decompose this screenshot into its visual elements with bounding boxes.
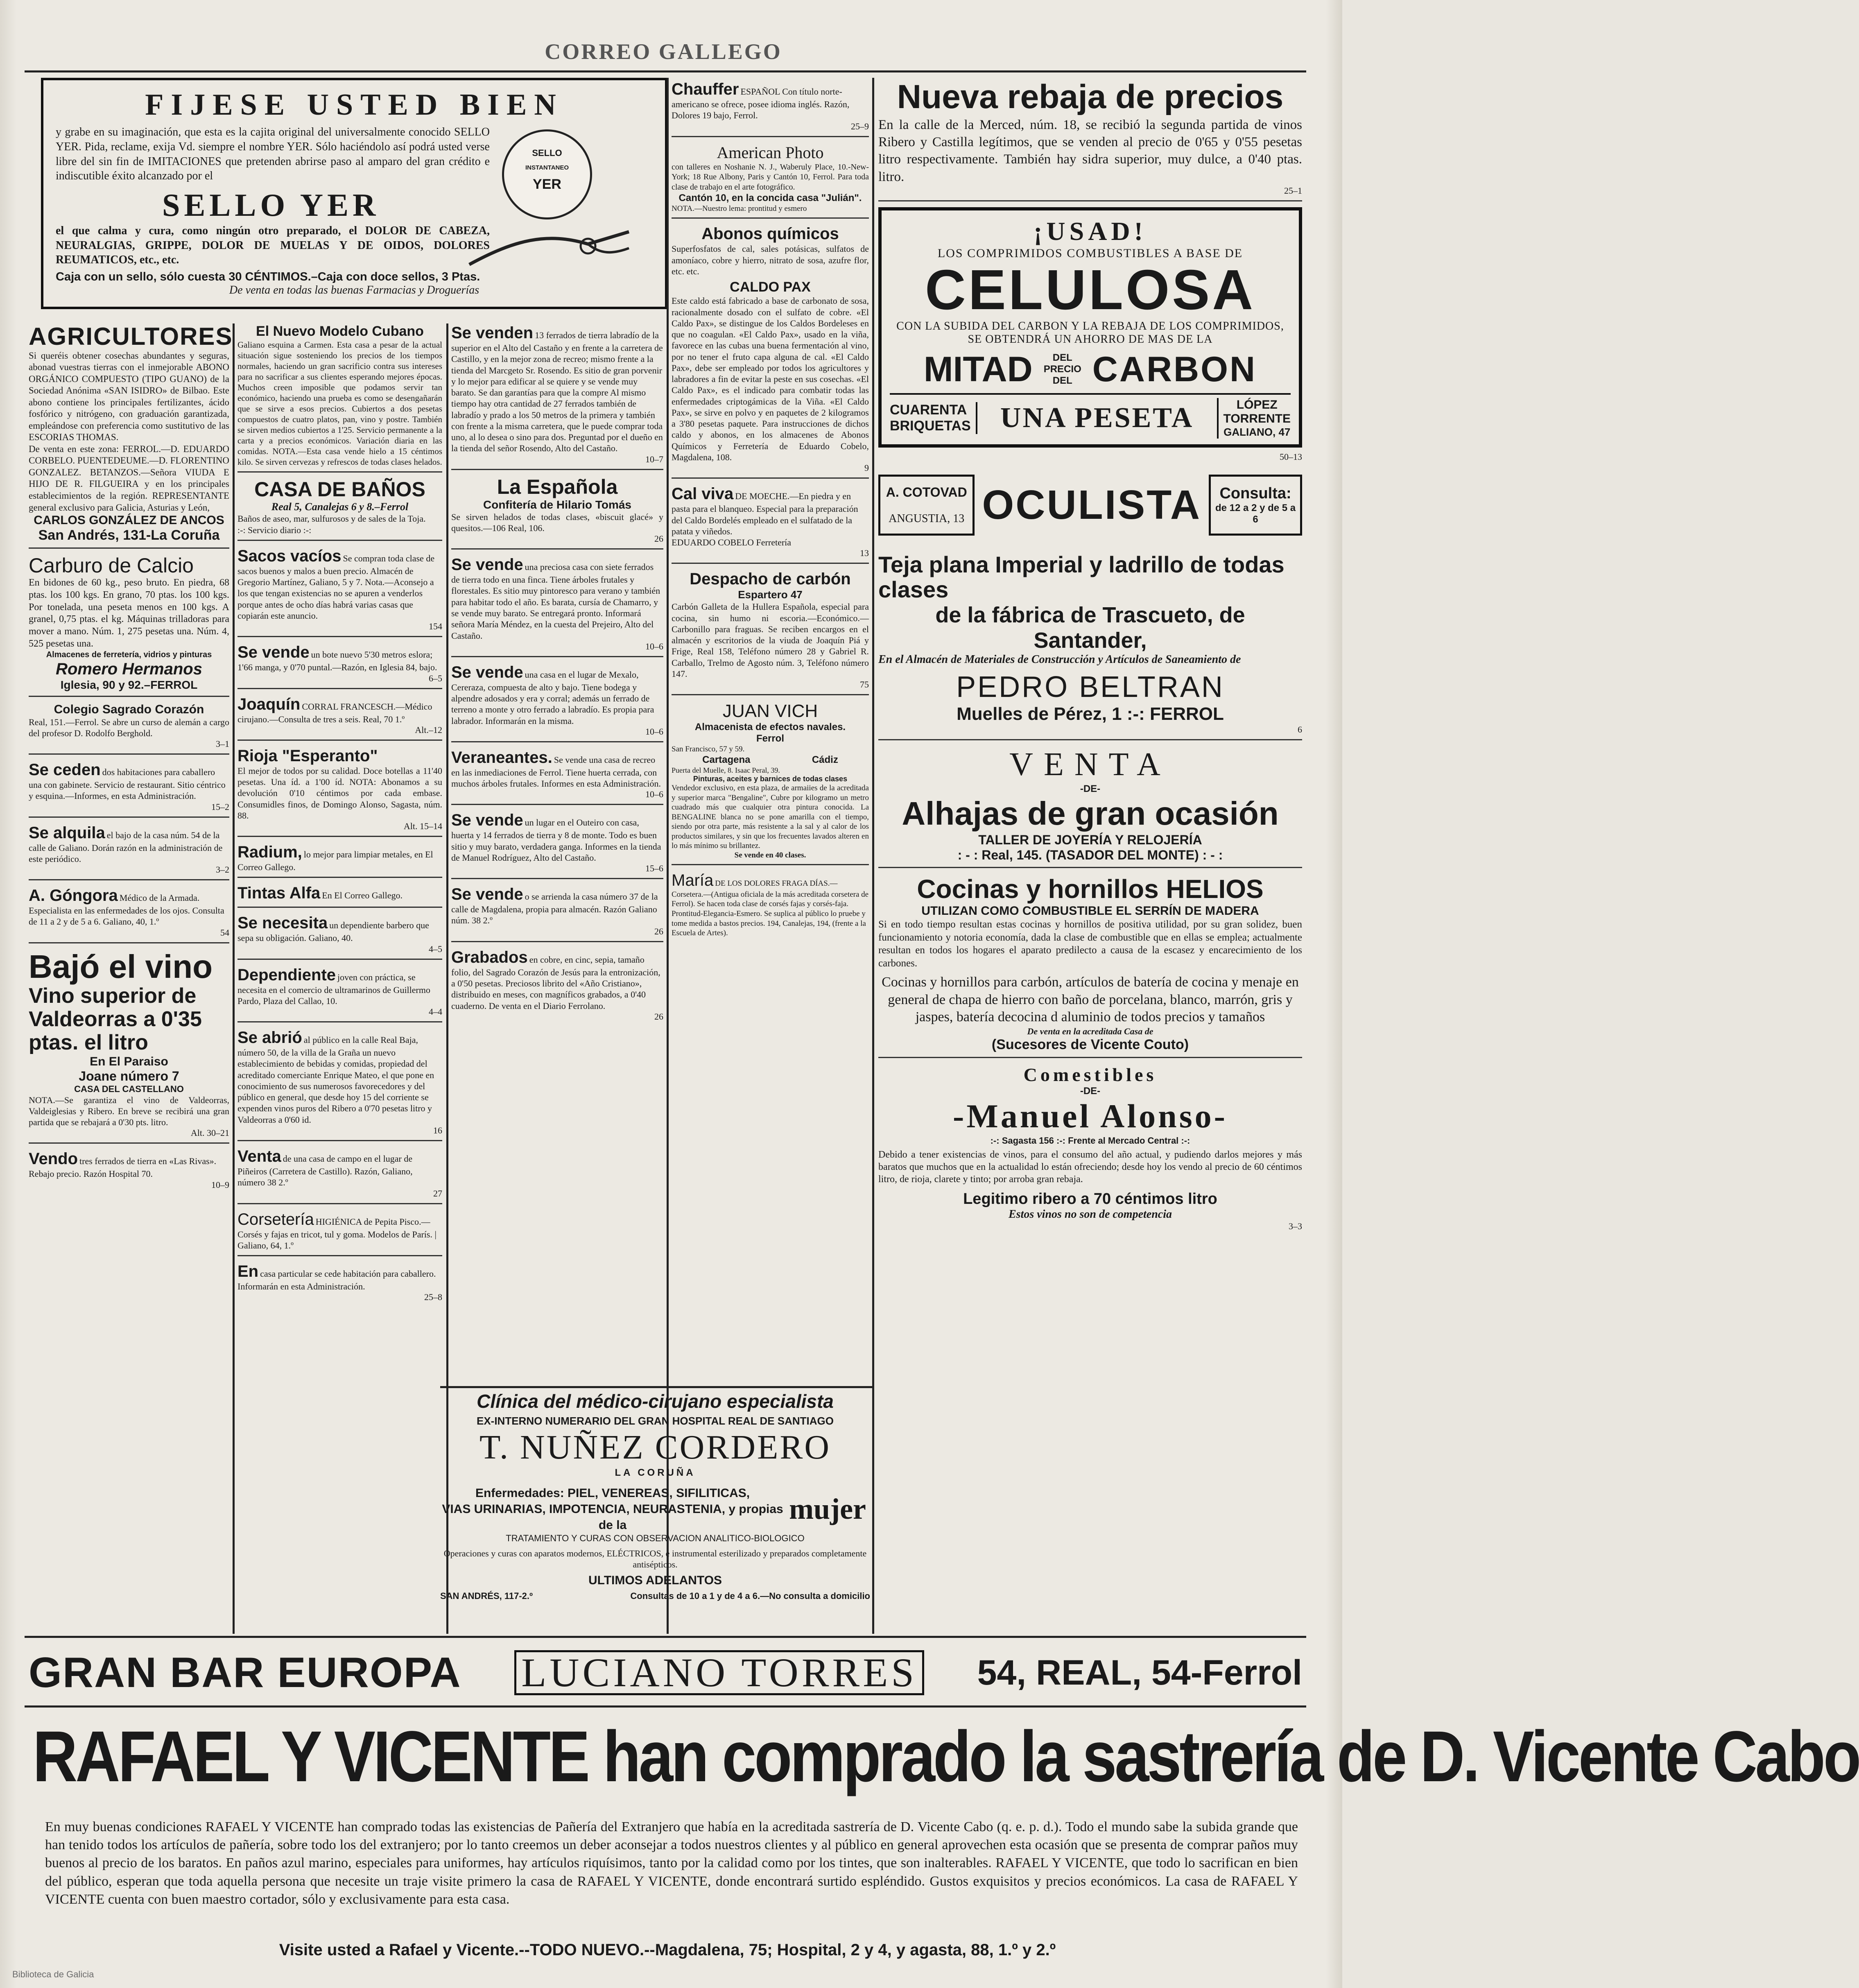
celulosa-price: UNA PESETA — [1000, 402, 1194, 434]
clinica-line2: VIAS URINARIAS, IMPOTENCIA, NEURASTENIA, y propias de la — [442, 1502, 783, 1532]
abrio-ad — [237, 1028, 442, 1141]
necesita-ad — [237, 914, 442, 959]
cocinas-ad — [878, 874, 1302, 1058]
abrio-body: al público en la calle Real Baja, número 50, de la villa de la Graña un nuevo establecimiento de bebidas y comidas, propiedad del acreditado comerciante Enrique Mateo, el que pone en conocimiento de sus numerosos favorecedores y del público en general, que desde hoy 15 del corriente se expenden vinos puros del Ribero a 0'70 pesetas litro y Valdeorras a 0'60 id. — [237, 1035, 434, 1125]
agricultores-agents: De venta en este zona: FERROL.—D. EDUARDO CORBELO. PUENTEDEUME.—D. FLORENTINO GONZALEZ. BETANZOS.—Señora VIUDA E HIJO DE R. FILGUEIRA y en los principales establecimientos de la región. REPRESENTANTE general exclusivo para Galicia, Asturias y León, — [29, 443, 230, 513]
sacos-num: 154 — [429, 621, 442, 632]
alhajas-sub: Alhajas de gran ocasión — [902, 795, 1279, 832]
vende2-ad — [451, 323, 663, 470]
clinica-footer — [440, 1591, 870, 1601]
celulosa-quantity — [890, 402, 977, 434]
clinica-line4: Operaciones y curas con aparatos modernos, ELÉCTRICOS, e instrumental esterilizado y preparados completamente antisépticos. — [443, 1548, 867, 1570]
dependiente-ad — [237, 966, 442, 1023]
vich-addr2: Puerta del Muelle, 8. Isaac Peral, 39. — [672, 766, 780, 774]
calviva-body: DE MOECHE.—En piedra y en pasta para el blanqueo. Especial para la preparación del Caldo Bordelés empleado en el sulfatado de la patata y viñedos. — [672, 491, 858, 536]
celulosa-q2: BRIQUETAS — [890, 418, 971, 434]
clinica-mujer: mujer — [789, 1493, 866, 1525]
alhajas-addr: : - : Real, 145. (TASADOR DEL MONTE) : - : — [957, 848, 1223, 863]
espanola-sub: Confitería de Hilario Tomás — [483, 498, 631, 511]
vendo-title: Vendo — [29, 1150, 78, 1168]
carbon-sub: Espartero 47 — [738, 588, 803, 601]
vende1-ad — [237, 643, 442, 689]
calviva-num: 13 — [860, 548, 869, 559]
clinica-hours: Consultas de 10 a 1 y de 4 a 6.—No consulta a domicilio — [630, 1590, 870, 1601]
seal-text-top: SELLO — [532, 148, 562, 158]
seal-text-mid: INSTANTANEO — [525, 164, 569, 171]
vino-addr: Joane número 7 — [79, 1068, 179, 1083]
gongora-title: A. Góngora — [29, 887, 118, 905]
vende2-num: 10–7 — [645, 454, 663, 464]
carbon-num: 75 — [860, 679, 869, 690]
maria-body: DE LOS DOLORES FRAGA DÍAS.—Corsetera.—(Antigua oficiala de la más acreditada corsetera de Ferrol). Se hacen toda clase de corsés fajas y corsés-faja. Prontitud-Elegancia-Esmero. Se suplica al público lo pruebe y tome medida a bastos precios. 194, Canalejas, 194, (frente a la Escuela de Artes). — [672, 879, 869, 938]
clinica-title: Clínica del médico-cirujano especialista — [477, 1391, 834, 1412]
venta-body: de una casa de campo en el lugar de Piñeiros (Carretera de Castillo). Razón, Galiano, número 38 2.º — [237, 1153, 413, 1188]
celulosa-v1: LÓPEZ — [1236, 398, 1278, 412]
carburo-addr: Iglesia, 90 y 92.–FERROL — [60, 678, 198, 691]
oculista-consulta: Consulta: — [1219, 484, 1291, 502]
vende3-ad — [451, 555, 663, 657]
vende4-title: Se vende — [451, 663, 523, 681]
vino-place: En El Paraiso — [90, 1054, 168, 1068]
celulosa-num: 50–13 — [1280, 451, 1302, 462]
celulosa-v2: TORRENTE — [1223, 412, 1291, 425]
column-rule-1 — [233, 323, 235, 1634]
vendo-ad — [29, 1149, 229, 1194]
alonso-num: 3–3 — [1289, 1221, 1302, 1232]
caldo-title: CALDO PAX — [730, 279, 811, 295]
alquila-num: 3–2 — [216, 864, 229, 875]
library-credit: Biblioteca de Galicia — [12, 1969, 94, 1979]
teja-addr: Muelles de Pérez, 1 :-: FERROL — [957, 704, 1224, 724]
sello-yer-seal-image — [502, 129, 592, 219]
rafael-vicente-body-block — [45, 1818, 1298, 1933]
clinica-sub: EX-INTERNO NUMERARIO DEL GRAN HOSPITAL REAL DE SANTIAGO — [476, 1415, 834, 1427]
corseteria-body: HIGIÉNICA de Pepita Pisco.—Corsés y fajas en tricot, tul y goma. Modelos de París. | Galiano, 64, 1.º — [237, 1216, 436, 1251]
necesita-body: un dependiente barbero que sepa su obligación. Galiano, 40. — [237, 920, 429, 943]
vino-title: Bajó el vino — [29, 948, 213, 985]
alonso-de: -DE- — [1080, 1085, 1101, 1097]
sello-sale: De venta en todas las buenas Farmacias y Droguerías — [229, 284, 479, 297]
chauffer-title: Chauffer — [672, 80, 739, 98]
carburo-body: En bidones de 60 kg., peso bruto. En piedra, 68 ptas. los 100 kgs. En grano, 70 ptas. los 100 kgs. Por tonelada, una peseta menos en 100 kgs. A granel, 0,75 ptas. el kg. Máquinas trilladoras para mover a mano. Núm. 1, 275 pesetas una. Núm. 4, 525 pesetas una. — [29, 577, 229, 649]
agricultores-body: Si queréis obtener cosechas abundantes y seguras, abonad vuestras tierras con el inmejorable ABONO ORGÁNICO COMPUESTO (TIPO GUANO) de la Sociedad Anónima «SAN ISIDRO» de Bilbao. Este abono contiene los principales fertilizantes, ácido fosfórico y nitrógeno, con graduación garantizada, empleándose con preferencia como sustitutivo de las ESCORIAS THOMAS. — [29, 350, 229, 443]
joaquin-num: Alt.–12 — [415, 724, 442, 735]
veraneantes-num: 10–6 — [645, 789, 663, 800]
carburo-name: Romero Hermanos — [56, 660, 202, 678]
rebaja-title: Nueva rebaja de precios — [897, 78, 1284, 115]
celulosa-carbon: CARBON — [1092, 349, 1257, 389]
vende6-title: Se vende — [451, 885, 523, 904]
tintas-ad — [237, 884, 442, 908]
joaquin-title: Joaquín — [237, 695, 301, 713]
clinica-line3: TRATAMIENTO Y CURAS CON OBSERVACION ANALITICO-BIOLOGICO — [506, 1533, 805, 1543]
vich-place-2: Cádiz — [812, 754, 838, 765]
agricultores-rep: CARLOS GONZÁLEZ DE ANCOS — [34, 513, 224, 527]
clinica-addr: SAN ANDRÉS, 117-2.º — [440, 1590, 533, 1601]
sello-yer-ad — [41, 78, 667, 309]
oculista-addr: ANGUSTIA, 13 — [889, 512, 965, 525]
espanola-num: 26 — [654, 534, 663, 544]
colegio-title: Colegio Sagrado Corazón — [54, 702, 204, 716]
sacos-body: Se compran toda clase de sacos buenos y malos a buen precio. Almacén de Gregorio Martínez, Galiano, 5 y 7. Nota.—Aconsejo a los que tengan existencias no se apuren a venderlos porque antes de ocho días habrá varias casas que copiarán este anuncio. — [237, 553, 435, 621]
rafael-vicente-title: RAFAEL Y VICENTE han comprado la sastrería de D. Vicente Cabo — [33, 1717, 1859, 1797]
celulosa-ad — [878, 207, 1302, 448]
alhajas-ad — [878, 746, 1302, 868]
veraneantes-body: Se vende una casa de recreo en las inmediaciones de Ferrol. Tiene huerta cerrada, con muchos árboles frutales. Informes en esta Administración. — [451, 754, 661, 789]
agricultores-title: AGRICULTORES — [29, 323, 233, 350]
photo-title: American Photo — [717, 143, 824, 162]
chauffer-num: 25–9 — [851, 121, 869, 131]
corseteria-ad — [237, 1210, 442, 1257]
rafael-vicente-visit: Visite usted a Rafael y Vicente.--TODO NUEVO.--Magdalena, 75; Hospital, 2 y 4, y agasta, 88, 1.º y 2.º — [279, 1941, 1056, 1959]
clinica-latest: ULTIMOS ADELANTOS — [588, 1573, 722, 1587]
celulosa-mitad-row — [890, 349, 1291, 390]
rafael-vicente-body: En muy buenas condiciones RAFAEL Y VICENTE han comprado todas las existencias de Pañería del Extranjero que había en la acreditada sastrería de D. Vicente Cabo (q. e. p. d.). Todo el mundo sabe la subida grande que han tenido todos los artículos de pañería, sobre todo los del extranjero; por lo tanto creemos un deber aconsejar a todos nuestros clientes y al público en general aprovechen esta ocasión que se presenta de comprar paños muy buenos al precio de los baratos. En paños azul marino, especiales para uniformes, hay artículos riquísimos, tanto por la calidad como por los tintes, que son inalterables. RAFAEL Y VICENTE, que todo lo sacrifican en bien del público, esperan que toda aquella persona que necesite un traje visite primero la casa de RAFAEL Y VICENTE, donde encontrará surtido espléndido. Gustos exquisitos y precios económicos. La casa de RAFAEL Y VICENTE cuenta con buen maestro cortador, sólo y exclusivamente para esta casa. — [45, 1819, 1298, 1907]
alhajas-title: VENTA — [1009, 746, 1171, 783]
vende1-body: un bote nuevo 5'30 metros eslora; 1'66 manga, y 0'70 puntal.—Razón, en Iglesia 84, bajo. — [237, 649, 437, 673]
seal-text-bot: YER — [533, 176, 561, 192]
vino-house: CASA DEL CASTELLANO — [74, 1083, 184, 1094]
calviva-ad — [672, 484, 869, 564]
alonso-name: -Manuel Alonso- — [953, 1097, 1228, 1135]
cocinas-sub: UTILIZAN COMO COMBUSTIBLE EL SERRÍN DE MADERA — [921, 904, 1259, 918]
abonos-ad — [672, 224, 869, 479]
clinica-line1: Enfermedades: PIEL, VENEREAS, SIFILITICAS, — [475, 1486, 750, 1500]
en-title: En — [237, 1262, 259, 1281]
colegio-num: 3–1 — [216, 739, 229, 749]
vich-sub: Almacenista de efectos navales. — [694, 721, 846, 733]
necesita-num: 4–5 — [429, 943, 442, 954]
cocinas-name: (Sucesores de Vicente Couto) — [991, 1036, 1189, 1052]
sacos-title: Sacos vacíos — [237, 547, 341, 565]
photo-body: con talleres en Noshanie N. J., Waberuly Place, 10.-New-York; 18 Rue Albony, Paris y Cantón 10, Ferrol. Para toda clase de trabajo en el arte fotográfico. — [672, 162, 869, 192]
column-rule-4 — [872, 78, 874, 1634]
teja-title: Teja plana Imperial y ladrillo de todas clases — [878, 551, 1285, 603]
ceden-title: Se ceden — [29, 761, 101, 779]
vich-title: JUAN VICH — [722, 701, 818, 721]
vino-num: Alt. 30–21 — [190, 1128, 229, 1138]
vende4-body: una casa en el lugar de Mexalo, Cereraza, compuesta de alto y bajo. Tiene bodega y alpendre adosados y era y corral; además un ferrado de terreno a monte y otro ferrado a labradío. Es propia para labrador. Informarán en la misma. — [451, 669, 654, 726]
rioja-ad — [237, 746, 442, 837]
right-column — [878, 78, 1302, 1638]
gongora-body: Médico de la Armada. Especialista en las enfermedades de los ojos. Consulta de 11 a 2 y de 5 a 6. Galiano, 40, 1.º — [29, 893, 224, 927]
celulosa-q1: CUARENTA — [890, 402, 967, 418]
maria-title: María — [672, 871, 714, 889]
tintas-title: Tintas Alfa — [237, 884, 321, 902]
cocinas-body: Si en todo tiempo resultan estas cocinas y hornillos de positiva utilidad, por su gran solidez, buen funcionamiento y notoria economía, dada la clase de combustible que en ellas se emplea; actualmente resultan en todos los hogares el aparato predilecto a causa de la escasez y encarecimiento de los carbones. — [878, 919, 1302, 969]
bottom-rule-1 — [25, 1636, 1306, 1638]
cubano-ad — [237, 323, 442, 473]
vich-body: Vendedor exclusivo, en esta plaza, de armaiies de la acreditada y superior marca "Bengaline", Cubre por kilogramo un metro cuadrado más que cualquier otra pintura conocida. La BENGALINE blanca no se pone amarilla con el tiempo, siendo por otra parte, más resistente a la sal y al calor de los productos similares, y sin que los frecuentes lavados alteren en lo más mínimo su brillantez. — [672, 784, 869, 850]
alonso-legit: Legitimo ribero a 70 céntimos litro — [963, 1190, 1217, 1208]
column-1 — [29, 323, 233, 1646]
colegio-ad — [29, 703, 229, 755]
clinica-name: T. NUÑEZ CORDERO — [479, 1428, 831, 1466]
alonso-body: Debido a tener existencias de vinos, para el consumo del año actual, y pudiendo darlos mejores y más baratos que muchos que en la actualidad lo están ofreciendo; desde hoy los vendo al precio de 60 céntimos litro, de rioja, clarete y tinto; por arroba gran rebaja. — [878, 1149, 1302, 1185]
oculista-right-box — [1209, 475, 1302, 536]
radium-body: lo mejor para limpiar metales, en El Correo Gallego. — [237, 849, 433, 873]
top-rule — [25, 70, 1306, 72]
vende1-title: Se vende — [237, 643, 310, 662]
en-body: casa particular se cede habitación para caballero. Informarán en esta Administración. — [237, 1269, 436, 1292]
rafael-vicente-headline — [33, 1712, 1859, 1814]
vende6-body: o se arrienda la casa número 37 de la calle de Magdalena, propia para almacén. Razón Galiano núm. 38 2.º — [451, 891, 658, 926]
carburo-ad — [29, 554, 229, 697]
photo-note: NOTA.—Nuestro lema: prontitud y esmero — [672, 204, 807, 213]
grabados-ad — [451, 948, 663, 1026]
bar-name: GRAN BAR EUROPA — [29, 1649, 461, 1696]
radium-title: Radium, — [237, 843, 302, 862]
oculista-name: A. COTOVAD — [886, 484, 967, 500]
carburo-shop: Almacenes de ferretería, vidrios y pinturas — [46, 650, 212, 659]
abonos-title: Abonos químicos — [701, 225, 839, 243]
celulosa-price-row — [890, 393, 1291, 439]
sello-title: FIJESE USTED BIEN — [145, 88, 563, 122]
dependiente-num: 4–4 — [429, 1006, 442, 1017]
vende5-title: Se vende — [451, 811, 523, 830]
sacos-ad — [237, 547, 442, 637]
grabados-num: 26 — [654, 1011, 663, 1022]
banos-service: :-: Servicio diario :-: — [237, 525, 312, 535]
celulosa-line2: CON LA SUBIDA DEL CARBON Y LA REBAJA DE LOS COMPRIMIDOS, SE OBTENDRÁ UN AHORRO DE MAS DE LA — [896, 319, 1284, 346]
alquila-title: Se alquila — [29, 823, 105, 842]
celulosa-line1: LOS COMPRIMIDOS COMBUSTIBLES A BASE DE — [937, 246, 1243, 260]
vende3-body: una preciosa casa con siete ferrados de tierra todo en una finca. Tiene árboles frutales y florestales. Es sitio muy pintoresco para verano y también para habitar todo el año. Es barata, cursía de Chamarro, y se vende muy barato. Se entregará pronto. Informará señora María Méndez, en la cuesta del Prejeiro, Alto del Castaño. — [451, 562, 660, 641]
celulosa-name: CELULOSA — [925, 258, 1255, 321]
clinica-ad — [440, 1390, 870, 1634]
cocinas-title: Cocinas y hornillos HELIOS — [917, 874, 1264, 904]
hand-illustration — [465, 215, 637, 277]
column-2 — [237, 323, 442, 1634]
calviva-title: Cal viva — [672, 485, 734, 503]
gran-bar-europa-ad — [29, 1642, 1302, 1703]
vende4-num: 10–6 — [645, 726, 663, 737]
alonso-comp: Estos vinos no son de competencia — [1008, 1208, 1172, 1221]
agricultores-ad — [29, 323, 233, 549]
veraneantes-ad — [451, 748, 663, 805]
clinica-lines — [440, 1485, 785, 1533]
venta-title: Venta — [237, 1147, 281, 1166]
vino-sub: Vino superior de Valdeorras a 0'35 ptas. el litro — [29, 984, 202, 1055]
alquila-ad — [29, 823, 229, 881]
alonso-title: Comestibles — [1023, 1064, 1157, 1085]
celulosa-v3: GALIANO, 47 — [1224, 425, 1291, 438]
masthead: CORREO GALLEGO — [545, 39, 782, 64]
vino-body: NOTA.—Se garantiza el vino de Valdeorras, Valdeiglesias y Ribero. En breve se recibirá una gran partida que se rebajará a 0'30 pts. litro. — [29, 1095, 229, 1128]
photo-shop: Cantón 10, en la concida casa "Julián". — [678, 192, 862, 204]
grabados-body: en cobre, en cinc, sepia, tamaño folio, del Sagrado Corazón de Jesús para la entronización, a 0'50 pesetas. Preciosos librito del «Año Cristiano», distribuido en meses, con magníficos grabados, a 0'40 cuaderno. De venta en el Diario Ferrolano. — [451, 954, 660, 1011]
agricultores-addr: San Andrés, 131-La Coruña — [38, 527, 220, 543]
chauffer-ad — [672, 80, 869, 137]
sello-body2: el que calma y cura, como ningún otro preparado, el DOLOR DE CABEZA, NEURALGIAS, GRIPPE, DOLOR DE MUELAS Y DE OIDOS, DOLORES REUMATICOS, etc., etc. — [56, 224, 490, 266]
teja-ad — [878, 552, 1302, 740]
vende5-body: un lugar en el Outeiro con casa, huerta y 14 ferrados de tierra y 8 de monte. Todo es buen sitio y muy barato, verdadera ganga. Informes en la tienda de Manuel Rodríguez, Alto del Castaño. — [451, 817, 661, 863]
vich-city: Ferrol — [756, 733, 784, 744]
vende2-title: Se venden — [451, 324, 534, 342]
banos-body: Baños de aseo, mar, sulfurosos y de sales de la Toja. — [237, 513, 426, 524]
abonos-body: Superfosfatos de cal, sales potásicas, sulfatos de amoníaco, cobre y hierro, nitrato de sosa, azufre flor, etc. etc. — [672, 244, 869, 276]
vende6-num: 26 — [654, 926, 663, 936]
vich-note: Se vende en 40 clases. — [734, 850, 806, 859]
banos-title: CASA DE BAÑOS — [254, 478, 425, 501]
vende6-ad — [451, 885, 663, 942]
necesita-title: Se necesita — [237, 914, 328, 932]
joaquin-ad — [237, 695, 442, 741]
oculista-ad — [878, 475, 1302, 536]
dependiente-title: Dependiente — [237, 966, 336, 984]
gongora-num: 54 — [220, 927, 229, 938]
vino-ad — [29, 949, 229, 1144]
vende3-title: Se vende — [451, 556, 523, 574]
banos-ad — [237, 478, 442, 541]
cubano-title: El Nuevo Modelo Cubano — [256, 323, 424, 339]
teja-name: PEDRO BELTRAN — [956, 671, 1224, 704]
alquila-body: el bajo de la casa núm. 54 de la calle de Galiano. Dorán razón en la administración de este periódico. — [29, 830, 223, 864]
vende1-num: 6–5 — [429, 673, 442, 683]
teja-sub: de la fábrica de Trascueto, de Santander, — [935, 603, 1245, 653]
cubano-body: Galiano esquina a Carmen. Esta casa a pesar de la actual situación sigue sosteniendo los precios de los tiempos normales, haciendo un gran sacrificio contra sus intereses para no sacrificar a sus clientes esperando mejores épocas. Muchos creen imposible que podamos servir tan económico, haciendo una prueba es como se desengañarán que se sirve a esos precios. Cubiertos a dos pesetas compuestos de cuatro platos, pan, vino y postre. También se sirven medios cubiertos a 1'25. Servicio permanente a la carta y a precios económicos. Variación diaria en las comidas. NOTA.—Esta casa vende hielo a 15 céntimos kilo. Se sirven cervezas y refrescos de todas clases helados. — [237, 340, 442, 467]
espanola-ad — [451, 476, 663, 550]
bar-addr: 54, REAL, 54-Ferrol — [977, 1653, 1302, 1692]
alonso-addr: :-: Sagasta 156 :-: Frente al Mercado Central :-: — [990, 1135, 1190, 1146]
clinica-top-rule — [440, 1386, 872, 1388]
ceden-num: 15–2 — [211, 801, 229, 812]
vich-addr1: San Francisco, 57 y 59. — [672, 745, 745, 754]
cocinas-body2: Cocinas y hornillos para carbón, artículos de batería de cocina y menaje en general de chapa de hierro con baño de porcelana, blanco, marrón, gris y jaspes, batería decocina d aluminio de todos precios y tamaños — [882, 975, 1299, 1025]
caldo-num: 9 — [864, 463, 869, 473]
vich-goods: Pinturas, aceites y barnices de todas clases — [693, 775, 848, 783]
sello-body: y grabe en su imaginación, que esta es la cajita original del universalmente conocido SELLO YER. Pida, reclame, exija Vd. siempre el nombre YER. Sólo haciéndolo así podrá usted verse libre del sin fin de IMITACIONES que pretenden abrirse paso al amparo del gran crédito e indiscutible éxito alcanzado por el — [56, 126, 490, 183]
oculista-left-box — [878, 475, 975, 536]
teja-body: En el Almacén de Materiales de Construcción y Artículos de Saneamiento de — [878, 653, 1241, 666]
venta-num: 27 — [433, 1188, 442, 1199]
carbon-title: Despacho de carbón — [690, 570, 851, 588]
celulosa-del-precio: DEL PRECIO DEL — [1043, 352, 1081, 387]
carbon-body: Carbón Galleta de la Hullera Española, especial para cocina, sin humo ni escoria.—Económico.—Carbonillo para fraguas. Se reciben encargos en el almacén y escritorios de la viuda de Joaquín Piá y Frige, Real 158, Teléfono número 28 y Gabriel R. Carballo, Trelmo de Agosto núm. 3, Teléfono número 147. — [672, 602, 869, 679]
tintas-body: En El Correo Gallego. — [322, 890, 403, 901]
oculista-hours: de 12 a 2 y de 5 a 6 — [1215, 502, 1296, 525]
en-ad — [237, 1262, 442, 1307]
alonso-ad — [878, 1064, 1302, 1232]
rioja-num: Alt. 15–14 — [403, 821, 442, 832]
en-num: 25–8 — [424, 1292, 442, 1303]
celulosa-vendor — [1217, 398, 1291, 439]
carburo-title: Carburo de Calcio — [29, 554, 194, 577]
vende5-ad — [451, 811, 663, 879]
rebaja-body: En la calle de la Merced, núm. 18, se recibió la segunda partida de vinos Ribero y Castilla legítimos, que se venden al precio de 0'65 y 0'55 pesetas litro respectivamente. También hay sidra superior, muy dulce, a 0'40 ptas. litro. — [878, 118, 1302, 184]
vende5-num: 15–6 — [645, 863, 663, 874]
rebaja-ad — [878, 78, 1302, 201]
carbon-ad — [672, 570, 869, 695]
sello-name: SELLO YER — [162, 187, 380, 223]
maria-ad — [672, 871, 869, 942]
venta-ad — [237, 1147, 442, 1204]
grabados-title: Grabados — [451, 948, 528, 966]
ceden-ad — [29, 760, 229, 818]
dependiente-body: joven con práctica, se necesita en el comercio de ultramarinos de Guillermo Pardo, Plaza del Callao, 10. — [237, 972, 430, 1006]
bottom-rule-2 — [25, 1705, 1306, 1708]
cocinas-sale: De venta en la acreditada Casa de — [1027, 1026, 1153, 1036]
joaquin-body: CORRAL FRANCESCH.—Médico cirujano.—Consulta de tres a seis. Real, 70 1.º — [237, 701, 432, 724]
celulosa-top: ¡USAD! — [1034, 216, 1147, 246]
rebaja-num: 25–1 — [1284, 185, 1302, 196]
vendo-body: tres ferrados de tierra en «Las Rivas». Rebajo precio. Razón Hospital 70. — [29, 1156, 217, 1179]
clinica-city: LA CORUÑA — [615, 1467, 696, 1478]
oculista-title: OCULISTA — [982, 482, 1202, 528]
colegio-body: Real, 151.—Ferrol. Se abre un curso de alemán a cargo del profesor D. Rodolfo Berghold. — [29, 717, 229, 738]
bar-owner: LUCIANO TORRES — [514, 1650, 924, 1695]
caldo-body: Este caldo está fabricado a base de carbonato de sosa, racionalmente dosado con el sulfato de cobre. «El Caldo Pax», se distingue de los Caldos Bordeleses en que no coagulan. «El Caldo Pax», usado en la viña, favorece en las cubas una buena fermentación al vino, por no tener el fruto capa alguna de cal. «El Caldo Pax», debe ser empleado por todos los agricultores y labradores a fin de evitar la peste en sus cosechas. «El Caldo Pax», es el indicado para combatir todas las enfermedades criptogámicas de la Viña. «El Caldo Pax», se sirve en polvo y en paquetes de 2 kilogramos a 3'80 pesetas paquete. Para instrucciones de dichos caldo y abonos, en los almacenes de Abonos Químicos y Ferretería de Eduardo Cobelo, Magdalena, 108. — [672, 296, 869, 462]
abrio-title: Se abrió — [237, 1029, 302, 1047]
vende3-num: 10–6 — [645, 641, 663, 651]
radium-ad — [237, 843, 442, 878]
ceden-body: dos habitaciones para caballero una con gabinete. Servicio de restaurant. Sitio céntrico y esquina.—Informes, en esta Administración. — [29, 767, 226, 801]
vich-ad — [672, 701, 869, 865]
gongora-ad — [29, 886, 229, 943]
column-4 — [672, 80, 869, 1384]
alhajas-taller: TALLER DE JOYERÍA Y RELOJERÍA — [978, 832, 1202, 848]
chauffer-body: ESPAÑOL Con título norte-americano se ofrece, posee idioma inglés. Razón, Dolores 19 bajo, Ferrol. — [672, 86, 850, 121]
vich-places — [672, 754, 869, 766]
calviva-seller: EDUARDO COBELO Ferretería — [672, 537, 792, 548]
photo-ad — [672, 143, 869, 219]
rioja-body: El mejor de todos por su calidad. Doce botellas a 11'40 pesetas. Una íd. a 1'00 íd. NOTA: Abonamos a su devolución 0'10 céntimos por cada embase. Consumidles finos, de Domingo Alonso, Sagasta, núm. 88. — [237, 765, 442, 821]
vich-place-1: Cartagena — [702, 754, 751, 765]
teja-num: 6 — [1298, 724, 1302, 735]
vende2-body: 13 ferrados de tierra labradío de la superior en el Alto del Castaño y en frente a la carretera de Castillo, y en la mejor zona de recreo; mismo frente a la tienda del Marcgeto Sr. Rosendo. Es sitio de gran porvenir y lo mejor para edificar al se quiere y se vende muy barato. Se dan garantías para que la compre Al mismo tiempo hay otra cantidad de 27 ferrados también de labradío y prado a los 50 metros de la primera y también con frente a la misma carretera, que le puede comprar toda uno, al lo desea o sino para dos. Preguntad por el dueño en la tienda del señor Rosendo, Alto del Castaño. — [451, 330, 663, 454]
vende4-ad — [451, 663, 663, 742]
espanola-body: Se sirven helados de todas clases, «biscuit glacé» y quesitos.—106 Real, 106. — [451, 511, 663, 533]
banos-sub: Real 5, Canalejas 6 y 8.–Ferrol — [271, 501, 409, 513]
corseteria-title: Corsetería — [237, 1210, 314, 1228]
vendo-num: 10–9 — [211, 1179, 229, 1190]
celulosa-mitad: MITAD — [923, 349, 1033, 389]
rioja-title: Rioja "Esperanto" — [237, 746, 378, 765]
veraneantes-title: Veraneantes. — [451, 748, 552, 767]
sello-price: Caja con un sello, sólo cuesta 30 CÉNTIMOS.–Caja con doce sellos, 3 Ptas. — [56, 270, 480, 284]
alhajas-de: -DE- — [1080, 783, 1101, 795]
clinica-specialties — [440, 1485, 870, 1533]
column-3 — [451, 323, 663, 1384]
espanola-title: La Española — [497, 475, 618, 498]
abrio-num: 16 — [433, 1125, 442, 1136]
